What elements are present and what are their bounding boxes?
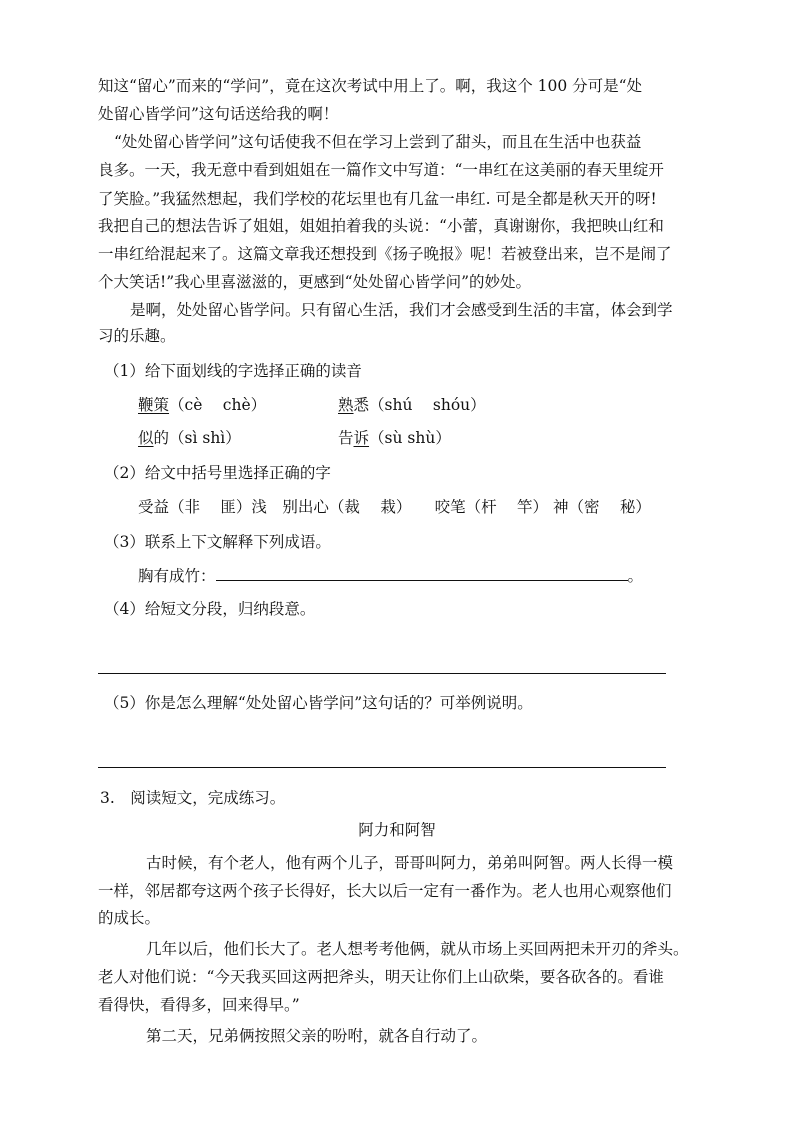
story-line-2: 一样，邻居都夸这两个孩子长得好，长大以后一定有一番作为。老人也用心观察他们 xyxy=(98,882,672,900)
passage-line-2: 处留心皆学问”这句话送给我的啊！ xyxy=(98,105,339,123)
answer-line-q5[interactable] xyxy=(98,767,666,768)
passage-line-3: “处处留心皆学问”这句话使我不但在学习上尝到了甜头，而且在生活中也获益 xyxy=(114,133,642,151)
question-1-row-1b xyxy=(338,395,486,415)
word-si: 似 xyxy=(138,429,154,447)
passage-line-5: 了笑脸。”我猛然想起，我们学校的花坛里也有几盆一串红. 可是全都是秋天开的呀! xyxy=(98,190,657,208)
answer-blank[interactable] xyxy=(216,566,628,581)
question-3-title: （3）联系上下文解释下列成语。 xyxy=(104,533,331,551)
story-line-3: 的成长。 xyxy=(98,909,161,927)
word-ce: 策 xyxy=(153,396,170,414)
options-ce: （cè chè） xyxy=(169,396,267,414)
answer-line-q4[interactable] xyxy=(98,673,666,674)
story-line-6: 看得快，看得多，回来得早。” xyxy=(98,996,300,1014)
question-1-title: （1）给下面划线的字选择正确的读音 xyxy=(104,362,362,380)
passage-line-1: 知这“留心”而来的“学问”，竟在这次考试中用上了。啊，我这个 100 分可是“处 xyxy=(98,77,643,95)
passage-line-8: 个大笑话!”我心里喜滋滋的，更感到“处处留心皆学问”的妙处。 xyxy=(98,273,532,291)
story-line-4: 几年以后，他们长大了。老人想考考他俩，就从市场上买回两把未开刃的斧头。 xyxy=(146,940,689,958)
story-line-5: 老人对他们说：“今天我买回这两把斧头，明天让你们上山砍柴，要各砍各的。看谁 xyxy=(98,968,664,986)
period: 。 xyxy=(627,567,644,585)
word-xi: 悉 xyxy=(353,396,370,414)
question-5-title: （5）你是怎么理解“处处留心皆学问”这句话的？可举例说明。 xyxy=(104,694,533,712)
question-1-row-2 xyxy=(138,428,241,448)
story-title: 阿力和阿智 xyxy=(358,821,436,839)
options-si: （sì shì） xyxy=(169,429,241,447)
word-bian: 鞭 xyxy=(138,396,154,414)
question-3-answer-row xyxy=(138,566,643,586)
question-2-options: 受益（非 匪）浅 别出心（裁 栽） 咬笔（杆 竿） 神（密 秘） xyxy=(138,498,651,516)
section-3-heading: 3. 阅读短文，完成练习。 xyxy=(100,789,286,807)
idiom-term: 胸有成竹： xyxy=(138,567,216,585)
word-de: 的 xyxy=(153,429,170,447)
story-line-7: 第二天，兄弟俩按照父亲的吩咐，就各自行动了。 xyxy=(146,1027,488,1045)
question-4-title: （4）给短文分段，归纳段意。 xyxy=(104,600,316,618)
passage-line-4: 良多。一天，我无意中看到姐姐在一篇作文中写道：“一串红在这美丽的春天里绽开 xyxy=(98,161,664,179)
passage-line-9: 是啊，处处留心皆学问。只有留心生活，我们才会感受到生活的丰富，体会到学 xyxy=(130,301,673,319)
question-1-row-2b xyxy=(338,428,451,448)
question-1-row-1 xyxy=(138,395,266,415)
word-gao: 告 xyxy=(338,429,354,447)
word-su: 诉 xyxy=(353,429,370,447)
question-2-title: （2）给文中括号里选择正确的字 xyxy=(104,464,331,482)
passage-line-10: 习的乐趣。 xyxy=(98,327,176,345)
options-su: （sù shù） xyxy=(369,429,451,447)
options-shu: （shú shóu） xyxy=(369,396,486,414)
word-shu: 熟 xyxy=(338,396,354,414)
passage-line-6: 我把自己的想法告诉了姐姐，姐姐拍着我的头说：“小蕾，真谢谢你，我把映山红和 xyxy=(98,217,664,235)
passage-line-7: 一串红给混起来了。这篇文章我还想投到《扬子晚报》呢！若被登出来，岂不是闹了 xyxy=(98,245,672,263)
story-line-1: 古时候，有个老人，他有两个儿子，哥哥叫阿力，弟弟叫阿智。两人长得一模 xyxy=(146,854,674,872)
